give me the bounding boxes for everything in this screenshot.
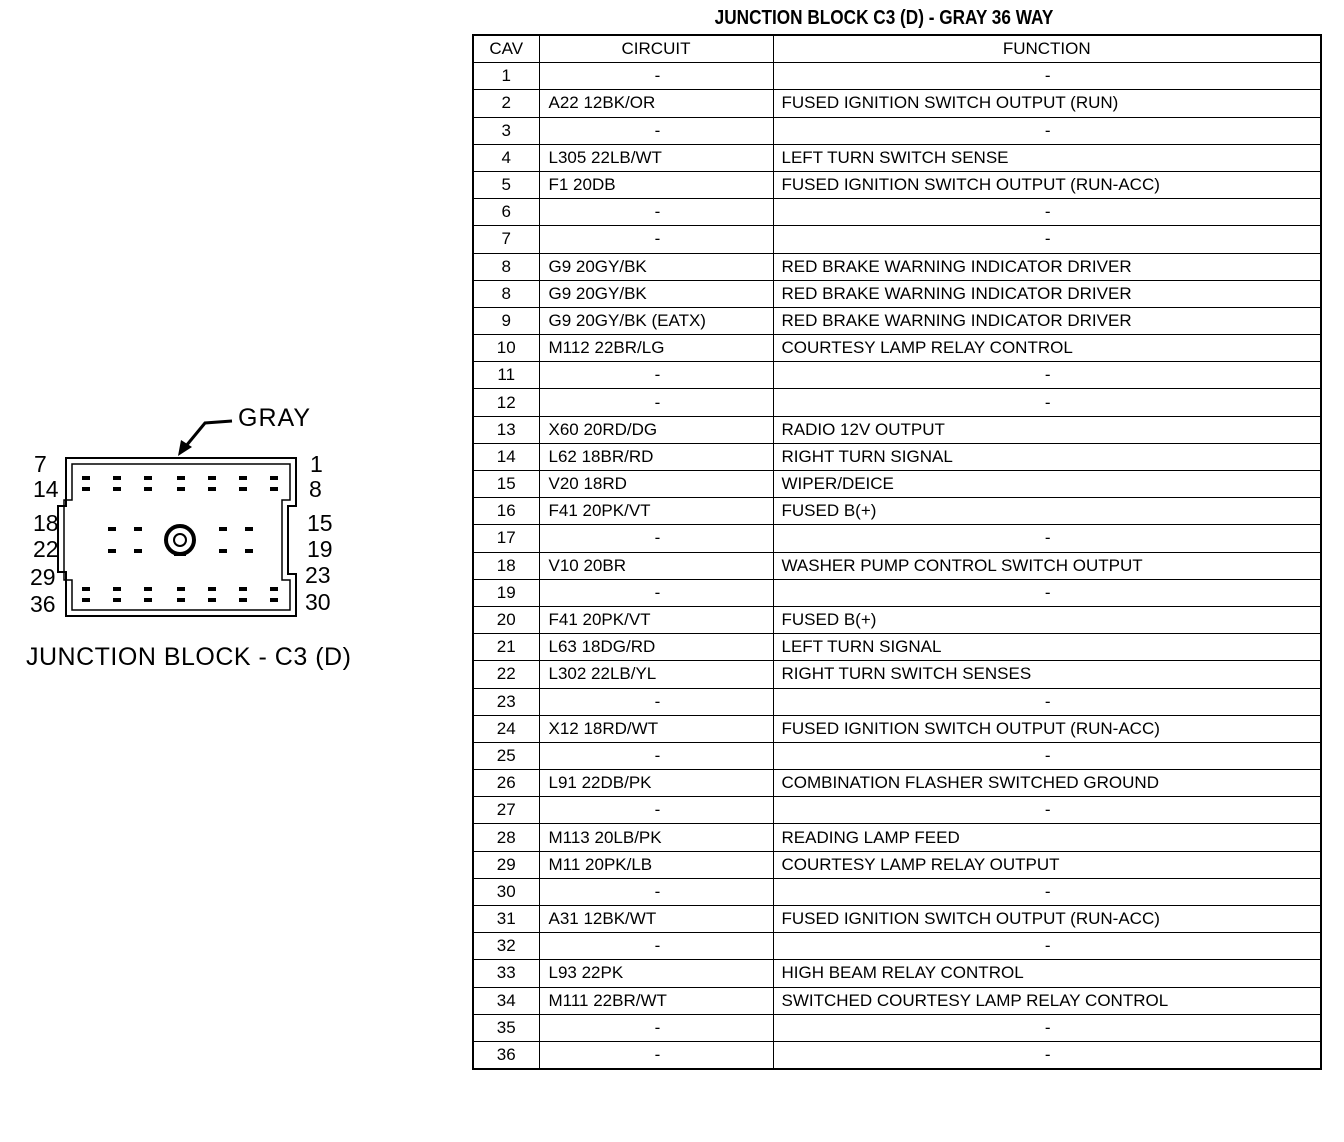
function-cell: WASHER PUMP CONTROL SWITCH OUTPUT [773,552,1321,579]
circuit-cell: M11 20PK/LB [539,851,773,878]
circuit-cell: - [539,389,773,416]
cav-cell: 3 [473,117,539,144]
circuit-cell: G9 20GY/BK (EATX) [539,307,773,334]
table-row [473,1041,1321,1069]
table-row [473,362,1321,389]
circuit-cell: G9 20GY/BK [539,280,773,307]
table-row [473,933,1321,960]
function-cell: - [773,742,1321,769]
function-cell: FUSED IGNITION SWITCH OUTPUT (RUN-ACC) [773,715,1321,742]
table-row [473,606,1321,633]
cav-cell: 6 [473,199,539,226]
table-row [473,335,1321,362]
circuit-cell: F41 20PK/VT [539,606,773,633]
circuit-cell: - [539,199,773,226]
table-row [473,906,1321,933]
connector-color-label: GRAY [238,404,311,432]
cav-cell: 26 [473,770,539,797]
gray-pointer-arrow [186,421,232,446]
circuit-cell: - [539,525,773,552]
cav-cell: 32 [473,933,539,960]
cav-cell: 36 [473,1041,539,1069]
function-cell: FUSED B(+) [773,498,1321,525]
function-cell: COURTESY LAMP RELAY OUTPUT [773,851,1321,878]
table-row [473,144,1321,171]
circuit-cell: - [539,933,773,960]
function-cell: - [773,525,1321,552]
function-cell: - [773,389,1321,416]
cav-cell: 5 [473,171,539,198]
function-cell: RED BRAKE WARNING INDICATOR DRIVER [773,280,1321,307]
circuit-cell: L93 22PK [539,960,773,987]
circuit-cell: L305 22LB/WT [539,144,773,171]
table-row [473,280,1321,307]
circuit-cell: F41 20PK/VT [539,498,773,525]
function-cell: - [773,117,1321,144]
cav-cell: 13 [473,416,539,443]
top-row-terminals [82,476,278,491]
cav-cell: 21 [473,634,539,661]
table-row [473,797,1321,824]
circuit-cell: L91 22DB/PK [539,770,773,797]
cav-cell: 18 [473,552,539,579]
cav-cell: 27 [473,797,539,824]
function-cell: RED BRAKE WARNING INDICATOR DRIVER [773,307,1321,334]
bottom-row-terminals [82,587,278,602]
table-row [473,171,1321,198]
cav-cell: 17 [473,525,539,552]
table-row [473,851,1321,878]
function-cell: - [773,1014,1321,1041]
function-cell: RIGHT TURN SWITCH SENSES [773,661,1321,688]
table-row [473,498,1321,525]
function-cell: LEFT TURN SIGNAL [773,634,1321,661]
function-cell: FUSED IGNITION SWITCH OUTPUT (RUN-ACC) [773,171,1321,198]
table-row [473,987,1321,1014]
circuit-cell: - [539,1014,773,1041]
pin-label-23: 23 [305,562,331,588]
table-row [473,253,1321,280]
center-bolt [166,526,194,556]
circuit-cell: L62 18BR/RD [539,443,773,470]
table-row [473,579,1321,606]
function-cell: COURTESY LAMP RELAY CONTROL [773,335,1321,362]
table-row [473,688,1321,715]
pinout-table [472,34,1322,1070]
cav-cell: 7 [473,226,539,253]
function-cell: FUSED IGNITION SWITCH OUTPUT (RUN-ACC) [773,906,1321,933]
function-cell: RADIO 12V OUTPUT [773,416,1321,443]
function-cell: WIPER/DEICE [773,471,1321,498]
circuit-cell: - [539,688,773,715]
circuit-cell: - [539,797,773,824]
table-row [473,117,1321,144]
table-row [473,634,1321,661]
function-cell: - [773,199,1321,226]
table-row [473,416,1321,443]
table-row [473,960,1321,987]
pin-label-1: 1 [310,451,323,477]
circuit-cell: L302 22LB/YL [539,661,773,688]
header-circuit: CIRCUIT [539,35,773,63]
circuit-cell: A31 12BK/WT [539,906,773,933]
circuit-cell: A22 12BK/OR [539,90,773,117]
pin-label-29: 29 [30,564,56,590]
cav-cell: 4 [473,144,539,171]
circuit-cell: - [539,117,773,144]
table-row [473,742,1321,769]
header-cav: CAV [473,35,539,63]
table-row [473,389,1321,416]
circuit-cell: L63 18DG/RD [539,634,773,661]
cav-cell: 9 [473,307,539,334]
table-row [473,307,1321,334]
table-row [473,443,1321,470]
circuit-cell: M112 22BR/LG [539,335,773,362]
circuit-cell: G9 20GY/BK [539,253,773,280]
cav-cell: 29 [473,851,539,878]
circuit-cell: V20 18RD [539,471,773,498]
circuit-cell: - [539,63,773,90]
pin-label-36: 36 [30,591,56,617]
function-cell: RED BRAKE WARNING INDICATOR DRIVER [773,253,1321,280]
connector-caption: JUNCTION BLOCK - C3 (D) [26,643,352,671]
pin-label-30: 30 [305,589,331,615]
function-cell: - [773,362,1321,389]
cav-cell: 24 [473,715,539,742]
cav-cell: 12 [473,389,539,416]
circuit-cell: X60 20RD/DG [539,416,773,443]
table-row [473,63,1321,90]
function-cell: - [773,933,1321,960]
function-cell: COMBINATION FLASHER SWITCHED GROUND [773,770,1321,797]
pin-label-7: 7 [34,451,47,477]
circuit-cell: V10 20BR [539,552,773,579]
function-cell: FUSED B(+) [773,606,1321,633]
pin-label-18: 18 [33,510,59,536]
cav-cell: 31 [473,906,539,933]
function-cell: - [773,579,1321,606]
function-cell: RIGHT TURN SIGNAL [773,443,1321,470]
circuit-cell: X12 18RD/WT [539,715,773,742]
table-row [473,661,1321,688]
cav-cell: 16 [473,498,539,525]
table-title: JUNCTION BLOCK C3 (D) - GRAY 36 WAY [714,7,1054,29]
cav-cell: 11 [473,362,539,389]
function-cell: - [773,797,1321,824]
cav-cell: 30 [473,878,539,905]
cav-cell: 8 [473,253,539,280]
function-cell: - [773,878,1321,905]
cav-cell: 34 [473,987,539,1014]
middle-terminals [108,527,253,553]
connector-body [58,458,296,616]
cav-cell: 28 [473,824,539,851]
pin-label-22: 22 [33,536,59,562]
connector-drawing [0,0,460,700]
function-cell: FUSED IGNITION SWITCH OUTPUT (RUN) [773,90,1321,117]
table-row [473,715,1321,742]
table-row [473,552,1321,579]
table-row [473,525,1321,552]
cav-cell: 23 [473,688,539,715]
circuit-cell: F1 20DB [539,171,773,198]
table-header-row [473,35,1321,63]
table-row [473,1014,1321,1041]
table-row [473,471,1321,498]
circuit-cell: M113 20LB/PK [539,824,773,851]
pin-label-8: 8 [309,476,322,502]
cav-cell: 33 [473,960,539,987]
table-row [473,824,1321,851]
circuit-cell: - [539,878,773,905]
table-body [473,63,1321,1069]
cav-cell: 19 [473,579,539,606]
function-cell: HIGH BEAM RELAY CONTROL [773,960,1321,987]
cav-cell: 14 [473,443,539,470]
cav-cell: 2 [473,90,539,117]
pin-label-14: 14 [33,476,59,502]
circuit-cell: - [539,1041,773,1069]
function-cell: - [773,226,1321,253]
pin-label-19: 19 [307,536,333,562]
function-cell: - [773,688,1321,715]
cav-cell: 35 [473,1014,539,1041]
circuit-cell: - [539,742,773,769]
cav-cell: 8 [473,280,539,307]
cav-cell: 20 [473,606,539,633]
function-cell: LEFT TURN SWITCH SENSE [773,144,1321,171]
cav-cell: 15 [473,471,539,498]
table-row [473,90,1321,117]
table-row [473,770,1321,797]
cav-cell: 25 [473,742,539,769]
pin-label-15: 15 [307,510,333,536]
function-cell: READING LAMP FEED [773,824,1321,851]
table-row [473,226,1321,253]
header-function: FUNCTION [773,35,1321,63]
function-cell: SWITCHED COURTESY LAMP RELAY CONTROL [773,987,1321,1014]
circuit-cell: - [539,579,773,606]
function-cell: - [773,1041,1321,1069]
connector-diagram [0,0,460,700]
circuit-cell: - [539,226,773,253]
circuit-cell: - [539,362,773,389]
circuit-cell: M111 22BR/WT [539,987,773,1014]
cav-cell: 10 [473,335,539,362]
table-row [473,199,1321,226]
cav-cell: 1 [473,63,539,90]
table-row [473,878,1321,905]
cav-cell: 22 [473,661,539,688]
function-cell: - [773,63,1321,90]
